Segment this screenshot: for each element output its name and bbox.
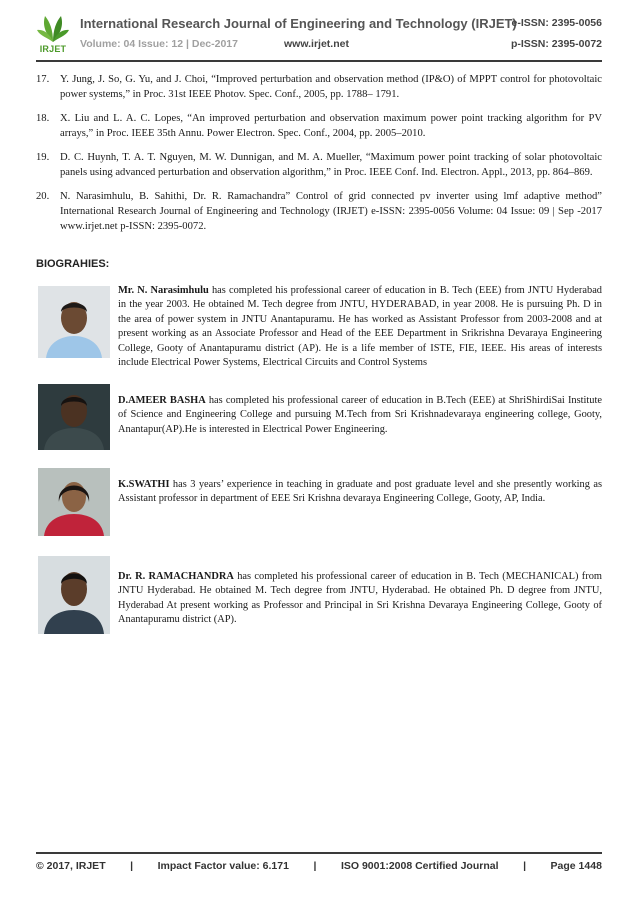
logo-text: IRJET	[39, 44, 67, 54]
portrait-icon	[38, 468, 110, 536]
p-issn: p-ISSN: 2395-0072	[510, 38, 602, 50]
reference-item	[36, 189, 602, 234]
reference-text: D. C. Huynh, T. A. T. Nguyen, M. W. Dunnigan, and M. A. Mueller, “Maximum power point tracking of solar photovoltaic panels using advanced perturbation and observation algorithm,” in Proc. IEEE Conf. Ind. Electron. Appl., 2013, pp. 864–869.	[60, 152, 602, 178]
biography-text	[118, 394, 602, 437]
biographies-heading: BIOGRAHIES:	[36, 258, 110, 270]
author-name: Mr. N. Narasimhulu	[118, 285, 209, 296]
journal-title: International Research Journal of Engineering and Technology (IRJET)	[80, 16, 517, 31]
biography-text	[118, 570, 602, 628]
leaf-logo-icon	[36, 14, 70, 44]
footer-separator: |	[130, 860, 134, 872]
reference-item	[36, 111, 602, 141]
journal-website[interactable]: www.irjet.net	[284, 38, 349, 50]
reference-number: 18.	[36, 113, 50, 124]
reference-item	[36, 150, 602, 180]
biography-body: has completed his professional career of education in B. Tech (MECHANICAL) from JNTU Hyderabad. He obtained M. Tech degree from JNTU, Hyderabad. He obtained Ph. D degree from JNTU, Hyderabad At present working as Professor and Principal in Sri Krishna Devaraya Engineering College, Gooty of Anantapuramu district (AP).	[118, 571, 602, 626]
reference-text: Y. Jung, J. So, G. Yu, and J. Choi, “Improved perturbation and observation method (IP&O) of MPPT control for photovoltaic power systems,” in Proc. 31st IEEE Photov. Spec. Conf., 2005, pp. 1788– 1791.	[60, 74, 602, 100]
volume-issue: Volume: 04 Issue: 12 | Dec-2017	[80, 38, 238, 50]
portrait-icon	[38, 556, 110, 634]
author-photo	[38, 468, 110, 536]
impact-factor: Impact Factor value: 6.171	[157, 860, 289, 872]
reference-text: N. Narasimhulu, B. Sahithi, Dr. R. Ramachandra” Control of grid connected pv inverter using lmf adaptive method” International Research Journal of Engineering and Technology (IRJET) e-ISSN: 2395-0056 Volume: 04 Issue: 09 | Sep -2017 www.irjet.net p-ISSN: 2395-0072.	[60, 191, 602, 232]
reference-item	[36, 72, 602, 102]
portrait-icon	[38, 286, 110, 358]
author-photo	[38, 556, 110, 634]
biography-text	[118, 284, 602, 370]
biography-text	[118, 478, 602, 507]
author-name: D.AMEER BASHA	[118, 395, 206, 406]
author-name: K.SWATHI	[118, 479, 170, 490]
e-issn: e-ISSN: 2395-0056	[511, 17, 602, 29]
biography-body: has completed his professional career of education in B. Tech (EEE) from JNTU Hyderabad in the year 2003. He obtained M. Tech degree from JNTU, HYDERABAD, in year 2008. He is pursuing Ph. D in the area of power system in JNTU Anantapuramu. He has worked as Assistant Professor from 2003-2008 and at present working as an Associate Professor and Head of the EEE Department in Srikrishna Devaraya Engineering College, Gooty of Anantapuramu district (AP). He is a life member of ISTE, FIE, IEEE. His areas of interests include Electrical Power Systems, Electrical Circuits and Control Systems	[118, 285, 602, 369]
reference-number: 17.	[36, 74, 50, 85]
reference-number: 20.	[36, 191, 50, 202]
reference-list	[36, 72, 602, 243]
footer-separator: |	[523, 860, 527, 872]
iso-certification: ISO 9001:2008 Certified Journal	[340, 860, 499, 872]
biography-body: has completed his professional career of education in B.Tech (EEE) at ShriShirdiSai Institute of Science and Engineering College and pursuing M.Tech from Sri Krishnadevaraya engineering college, Gooty, Anantapur(AP).He is interested in Electrical Power Engineering.	[118, 395, 602, 435]
biography-body: has 3 years’ experience in teaching in graduate and post graduate level and she presently working as Assistant professor in department of EEE Sri Krishna devaraya Engineering College, Gooty, AP, India.	[118, 479, 602, 505]
footer-divider	[36, 852, 602, 854]
portrait-icon	[38, 384, 110, 450]
footer-separator: |	[313, 860, 317, 872]
irjet-logo	[36, 14, 70, 56]
copyright: © 2017, IRJET	[36, 860, 106, 872]
page-number: Page 1448	[550, 860, 602, 872]
reference-number: 19.	[36, 152, 50, 163]
author-photo	[38, 384, 110, 450]
author-name: Dr. R. RAMACHANDRA	[118, 571, 234, 582]
page-header	[36, 14, 602, 58]
author-photo	[38, 286, 110, 358]
page-footer	[36, 860, 602, 872]
reference-text: X. Liu and L. A. C. Lopes, “An improved perturbation and observation maximum power point tracking algorithm for PV arrays,” in Proc. IEEE 35th Annu. Power Electron. Spec. Conf., 2004, pp. 2005–2010.	[60, 113, 602, 139]
header-divider	[36, 60, 602, 62]
